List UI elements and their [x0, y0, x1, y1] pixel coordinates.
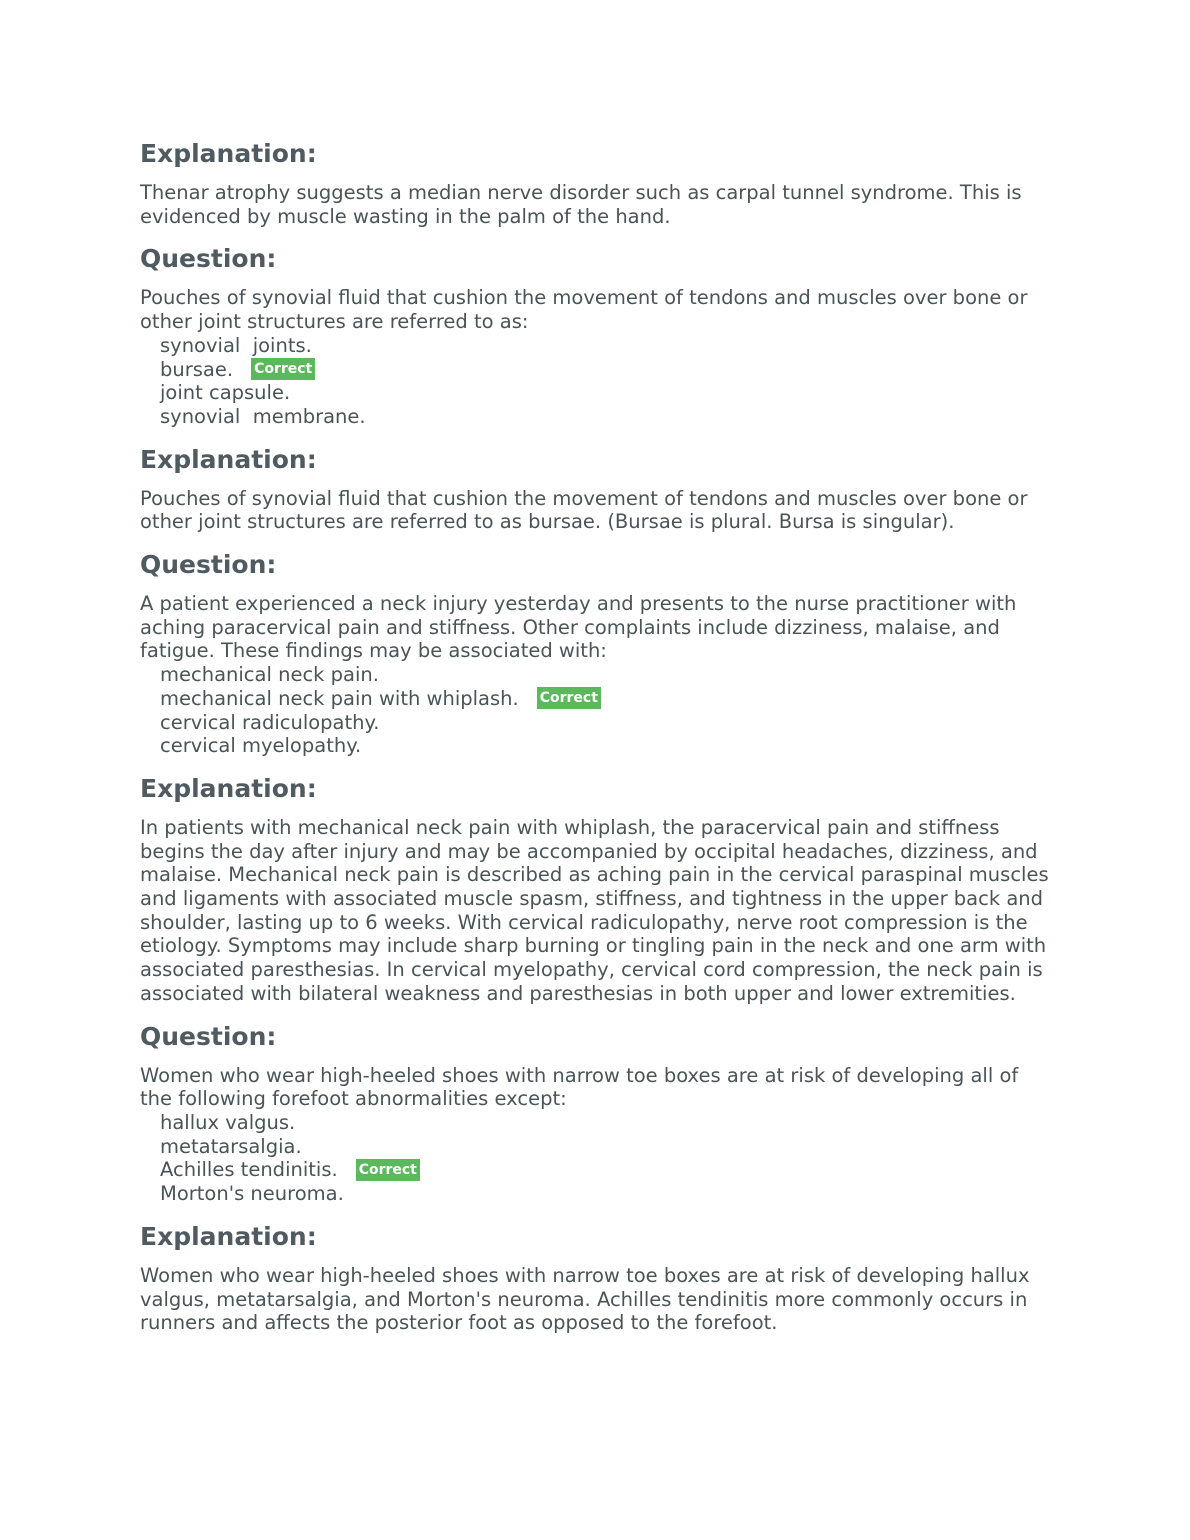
question-text: A patient experienced a neck injury yesterday and presents to the nurse practitioner with aching paracervical pain and stiffness. Other complaints include dizziness, malaise, and fatigue. These findings may be associated with:	[140, 592, 1017, 663]
question-section	[140, 548, 1050, 758]
section-heading: Question:	[140, 244, 277, 274]
explanation-text: Pouches of synovial fluid that cushion the movement of tendons and muscles over bone or other joint structures are referred to as bursae. (Bursae is plural. Bursa is singular).	[140, 486, 1028, 534]
explanation-text: In patients with mechanical neck pain with whiplash, the paracervical pain and stiffness begins the day after injury and may be accompanied by occipital headaches, dizziness, and malaise. Mechanical neck pain is described as aching pain in the cervical paraspinal muscles and ligaments with associated muscle spasm, stiffness, and tightness in the upper back and shoulder, lasting up to 6 weeks. With cervical radiculopathy, nerve root compression is the etiology. Symptoms may include sharp burning or tingling pain in the neck and one arm with associated paresthesias. In cervical myelopathy, cervical cord compression, the neck pain is associated with bilateral weakness and paresthesias in both upper and lower extremities.	[140, 815, 1049, 1005]
answer-option	[160, 663, 1050, 687]
answer-options	[140, 1111, 1050, 1206]
question-section	[140, 242, 1050, 428]
section-heading: Question:	[140, 1021, 277, 1051]
option-label: bursae.	[160, 357, 234, 381]
document-page	[140, 137, 1050, 1349]
correct-badge: Correct	[251, 358, 315, 380]
answer-option	[160, 687, 1050, 711]
option-label: mechanical neck pain with whiplash.	[160, 686, 519, 710]
answer-options	[140, 663, 1050, 758]
answer-option	[160, 358, 1050, 382]
explanation-section	[140, 1220, 1050, 1335]
section-heading: Explanation:	[140, 139, 317, 168]
section-heading: Question:	[140, 550, 277, 580]
option-label: synovial joints.	[160, 333, 312, 357]
option-label: Achilles tendinitis.	[160, 1158, 338, 1182]
option-label: mechanical neck pain.	[160, 663, 379, 687]
answer-option	[160, 711, 1050, 735]
explanation-section	[140, 443, 1050, 534]
question-section	[140, 1020, 1050, 1206]
option-label: synovial membrane.	[160, 404, 366, 428]
correct-badge: Correct	[356, 1159, 420, 1181]
answer-options	[140, 334, 1050, 429]
answer-option	[160, 405, 1050, 429]
explanation-section	[140, 137, 1050, 228]
answer-option	[160, 734, 1050, 758]
answer-option	[160, 381, 1050, 405]
option-label: hallux valgus.	[160, 1110, 296, 1134]
section-heading: Explanation:	[140, 1221, 317, 1251]
section-heading: Explanation:	[140, 773, 317, 803]
option-label: cervical radiculopathy.	[160, 710, 380, 734]
answer-option	[160, 1111, 1050, 1135]
question-text: Pouches of synovial fluid that cushion the movement of tendons and muscles over bone or other joint structures are referred to as:	[140, 286, 1028, 334]
answer-option	[160, 1158, 1050, 1182]
answer-option	[160, 1182, 1050, 1206]
correct-badge: Correct	[537, 687, 601, 709]
option-label: Morton's neuroma.	[160, 1182, 344, 1206]
explanation-text: Women who wear high-heeled shoes with narrow toe boxes are at risk of developing hallux valgus, metatarsalgia, and Morton's neuroma. Achilles tendinitis more commonly occurs in runners and affects the posterior foot as opposed to the forefoot.	[140, 1263, 1030, 1335]
option-label: cervical myelopathy.	[160, 734, 362, 758]
question-text: Women who wear high-heeled shoes with narrow toe boxes are at risk of developing all of the following forefoot abnormalities except:	[140, 1063, 1019, 1111]
answer-option	[160, 1135, 1050, 1159]
answer-option	[160, 334, 1050, 358]
explanation-text: Thenar atrophy suggests a median nerve disorder such as carpal tunnel syndrome. This is evidenced by muscle wasting in the palm of the hand.	[140, 181, 1022, 228]
option-label: metatarsalgia.	[160, 1134, 302, 1158]
section-heading: Explanation:	[140, 444, 317, 474]
explanation-section	[140, 772, 1050, 1006]
option-label: joint capsule.	[160, 381, 291, 405]
